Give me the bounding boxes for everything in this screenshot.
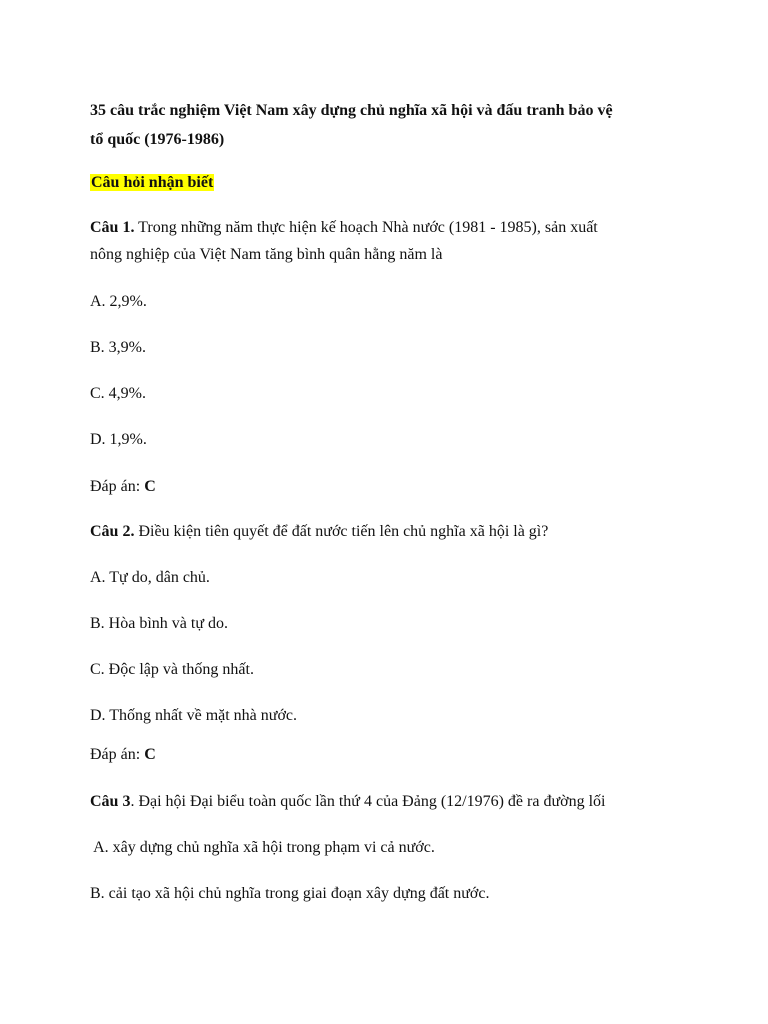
question-2-number: Câu 2. xyxy=(90,523,135,540)
question-1-line-1 xyxy=(90,218,690,238)
answer-label: Đáp án: xyxy=(90,746,145,763)
section-heading-wrap xyxy=(90,173,690,193)
question-3-text: . Đại hội Đại biểu toàn quốc lần thứ 4 của Đảng (12/1976) đề ra đường lối xyxy=(130,793,606,810)
question-2-answer-value: C xyxy=(144,746,156,763)
question-3-option-a: A. xây dựng chủ nghĩa xã hội trong phạm vi cả nước. xyxy=(90,839,435,856)
question-1-answer-value: C xyxy=(144,478,156,495)
question-3-number: Câu 3 xyxy=(90,793,131,810)
question-2-text: Điều kiện tiên quyết để đất nước tiến lên chủ nghĩa xã hội là gì? xyxy=(134,523,549,540)
question-2-answer xyxy=(90,745,690,765)
question-2-option-a: A. Tự do, dân chủ. xyxy=(90,569,210,586)
question-2-option-b: B. Hòa bình và tự do. xyxy=(90,615,228,632)
document-title-line-2: tổ quốc (1976-1986) xyxy=(90,131,225,148)
question-1-answer xyxy=(90,477,690,497)
question-1-line-2: nông nghiệp của Việt Nam tăng bình quân hằng năm là xyxy=(90,246,443,263)
question-2-option-c: C. Độc lập và thống nhất. xyxy=(90,661,254,678)
question-1-option-c: C. 4,9%. xyxy=(90,385,146,402)
question-2-option-d: D. Thống nhất về mặt nhà nước. xyxy=(90,707,298,724)
answer-label: Đáp án: xyxy=(90,478,145,495)
question-1-option-a: A. 2,9%. xyxy=(90,293,147,310)
question-1-option-d: D. 1,9%. xyxy=(90,431,147,448)
question-1-text: Trong những năm thực hiện kế hoạch Nhà nước (1981 - 1985), sản xuất xyxy=(134,219,598,236)
question-1-option-b: B. 3,9%. xyxy=(90,339,146,356)
question-1-number: Câu 1. xyxy=(90,219,135,236)
section-heading: Câu hỏi nhận biết xyxy=(91,174,214,191)
question-3-line-1 xyxy=(90,792,690,812)
question-3-option-b: B. cải tạo xã hội chủ nghĩa trong giai đoạn xây dựng đất nước. xyxy=(90,885,490,902)
document-title-line-1: 35 câu trắc nghiệm Việt Nam xây dựng chủ nghĩa xã hội và đấu tranh bảo vệ xyxy=(90,102,613,119)
question-2-line-1 xyxy=(90,522,690,542)
